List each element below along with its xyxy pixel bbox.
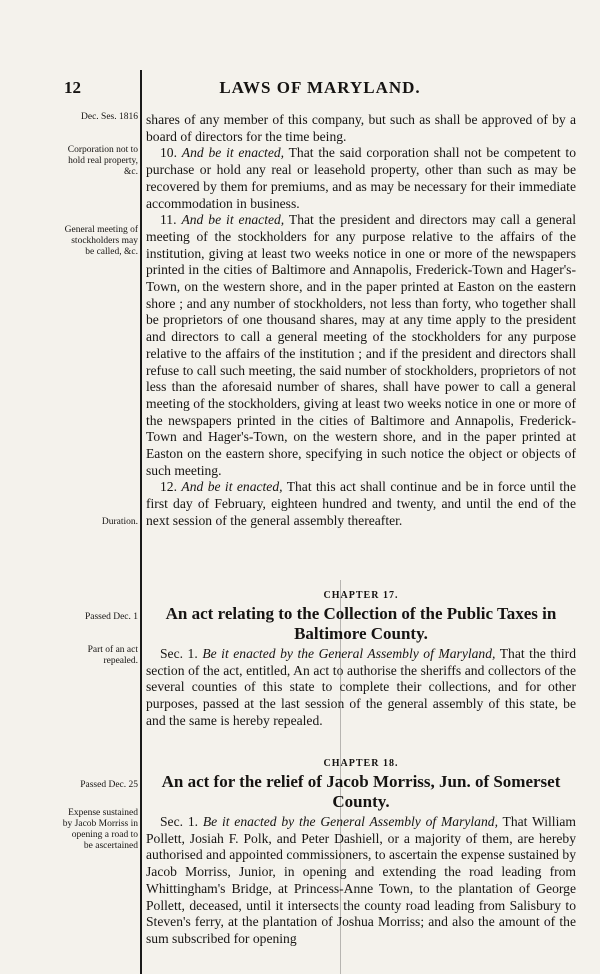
running-head: LAWS OF MARYLAND.: [219, 78, 421, 97]
section-number: 12.: [160, 479, 177, 495]
section-text: That the said corporation shall not be competent to purchase or hold any real or leasehold property, other than such as may be recovered by them for premiums, and as may be necessary for their immediate accommodation in business.: [146, 145, 576, 211]
margin-note-expense: Expense sustained by Jacob Morriss in opening a road to be ascertained: [62, 808, 138, 851]
section-9-tail: shares of any member of this company, but such as shall be approved of by a board of directors for the time being.: [146, 112, 576, 144]
section-number: Sec. 1.: [160, 646, 198, 661]
enacting-clause: Be it enacted by the General Assembly of Maryland,: [202, 646, 496, 661]
margin-note-duration: Duration.: [101, 517, 138, 527]
margin-note-general-meeting: General meeting of stockholders may be called, &c.: [64, 225, 138, 257]
section-10: [146, 145, 576, 212]
margin-note-passed-1: Passed Dec. 1: [84, 612, 138, 622]
chapter-18-body: [146, 814, 576, 948]
margin-note-corporation: Corporation not to hold real property, &c.: [67, 145, 138, 177]
chapter-18-heading: CHAPTER 18.: [323, 758, 399, 769]
section-text: That the third section of the act, entitled, An act to authorise the sheriffs and collectors of the several counties of this state to complete their collections, and for other purposes, passed at the last session of the general assembly of this state, be and the same is hereby repealed.: [146, 646, 576, 728]
chapter-17-title: An act relating to the Collection of the Public Taxes in Baltimore County.: [165, 604, 557, 643]
section-text: That this act shall continue and be in force until the first day of February, eighteen hundred and twenty, and until the end of the next session of the general assembly thereafter.: [146, 479, 577, 528]
margin-note-passed-2: Passed Dec. 25: [80, 780, 138, 790]
enacting-clause: And be it enacted,: [181, 212, 285, 228]
page-header: [60, 78, 580, 98]
chapter-17-section-1: [146, 646, 576, 730]
section-text: That the president and directors may call a general meeting of the stockholders for any purpose relative to the affairs of the institution, giving at least two weeks notice in one or more of the newspapers printed in the cities of Baltimore and Annapolis, Frederick-Town and Hager's-Town, on the western shore, and in the paper printed at Easton on the eastern shore ; and any number of stockholders, not less than forty, who together shall be proprietors of one thousand shares, may at any time apply to the president and directors to call a general meeting of the stockholders for any purpose relative to the affairs of the institution ; and if the president and directors shall refuse to call such meeting, the said number of stockholders, proprietors of not less than the aforesaid number of shares, shall have power to call a general meeting of the stockholders, giving at least two weeks notice in one or more of the newspapers printed in the cities of Baltimore and Annapolis, Frederick-Town and Hager's-Town, on the western shore, and in the paper printed at Easton on the eastern shore, specifying in such notice the object or objects of such meeting.: [146, 212, 576, 478]
section-number: 10.: [160, 145, 177, 161]
chapter-17-body: [146, 646, 576, 730]
margin-note-session: Dec. Ses. 1816: [81, 112, 138, 122]
section-number: Sec. 1.: [160, 814, 199, 829]
section-number: 11.: [160, 212, 177, 228]
margin-note-part-repealed: Part of an act repealed.: [87, 645, 138, 666]
chapter-17-heading: CHAPTER 17.: [323, 590, 399, 601]
page-number: 12: [64, 78, 81, 97]
enacting-clause: And be it enacted,: [181, 145, 285, 161]
act-sections-body: [146, 112, 576, 530]
chapter-18-section-1: [146, 814, 576, 948]
section-11: [146, 212, 576, 479]
section-12: [146, 479, 576, 529]
enacting-clause: Be it enacted by the General Assembly of Maryland,: [202, 814, 498, 829]
enacting-clause: And be it enacted,: [181, 479, 283, 495]
chapter-18-title: An act for the relief of Jacob Morriss, Jun. of Somerset County.: [161, 772, 561, 811]
section-text: That William Pollett, Josiah F. Polk, and Peter Dashiell, or a majority of them, are hereby authorised and appointed commissioners, to ascertain the expense sustained by Jacob Morriss, Junior, in opening and extending the road leading from Whittingham's Bridge, at Princess-Anne Town, to the plantation of George Pollett, deceased, until it intersects the county road leading from Salisbury to Steven's ferry, at the plantation of Joshua Morriss; and also the amount of the sum subscribed for opening: [146, 814, 576, 946]
margin-rule: [140, 70, 142, 974]
